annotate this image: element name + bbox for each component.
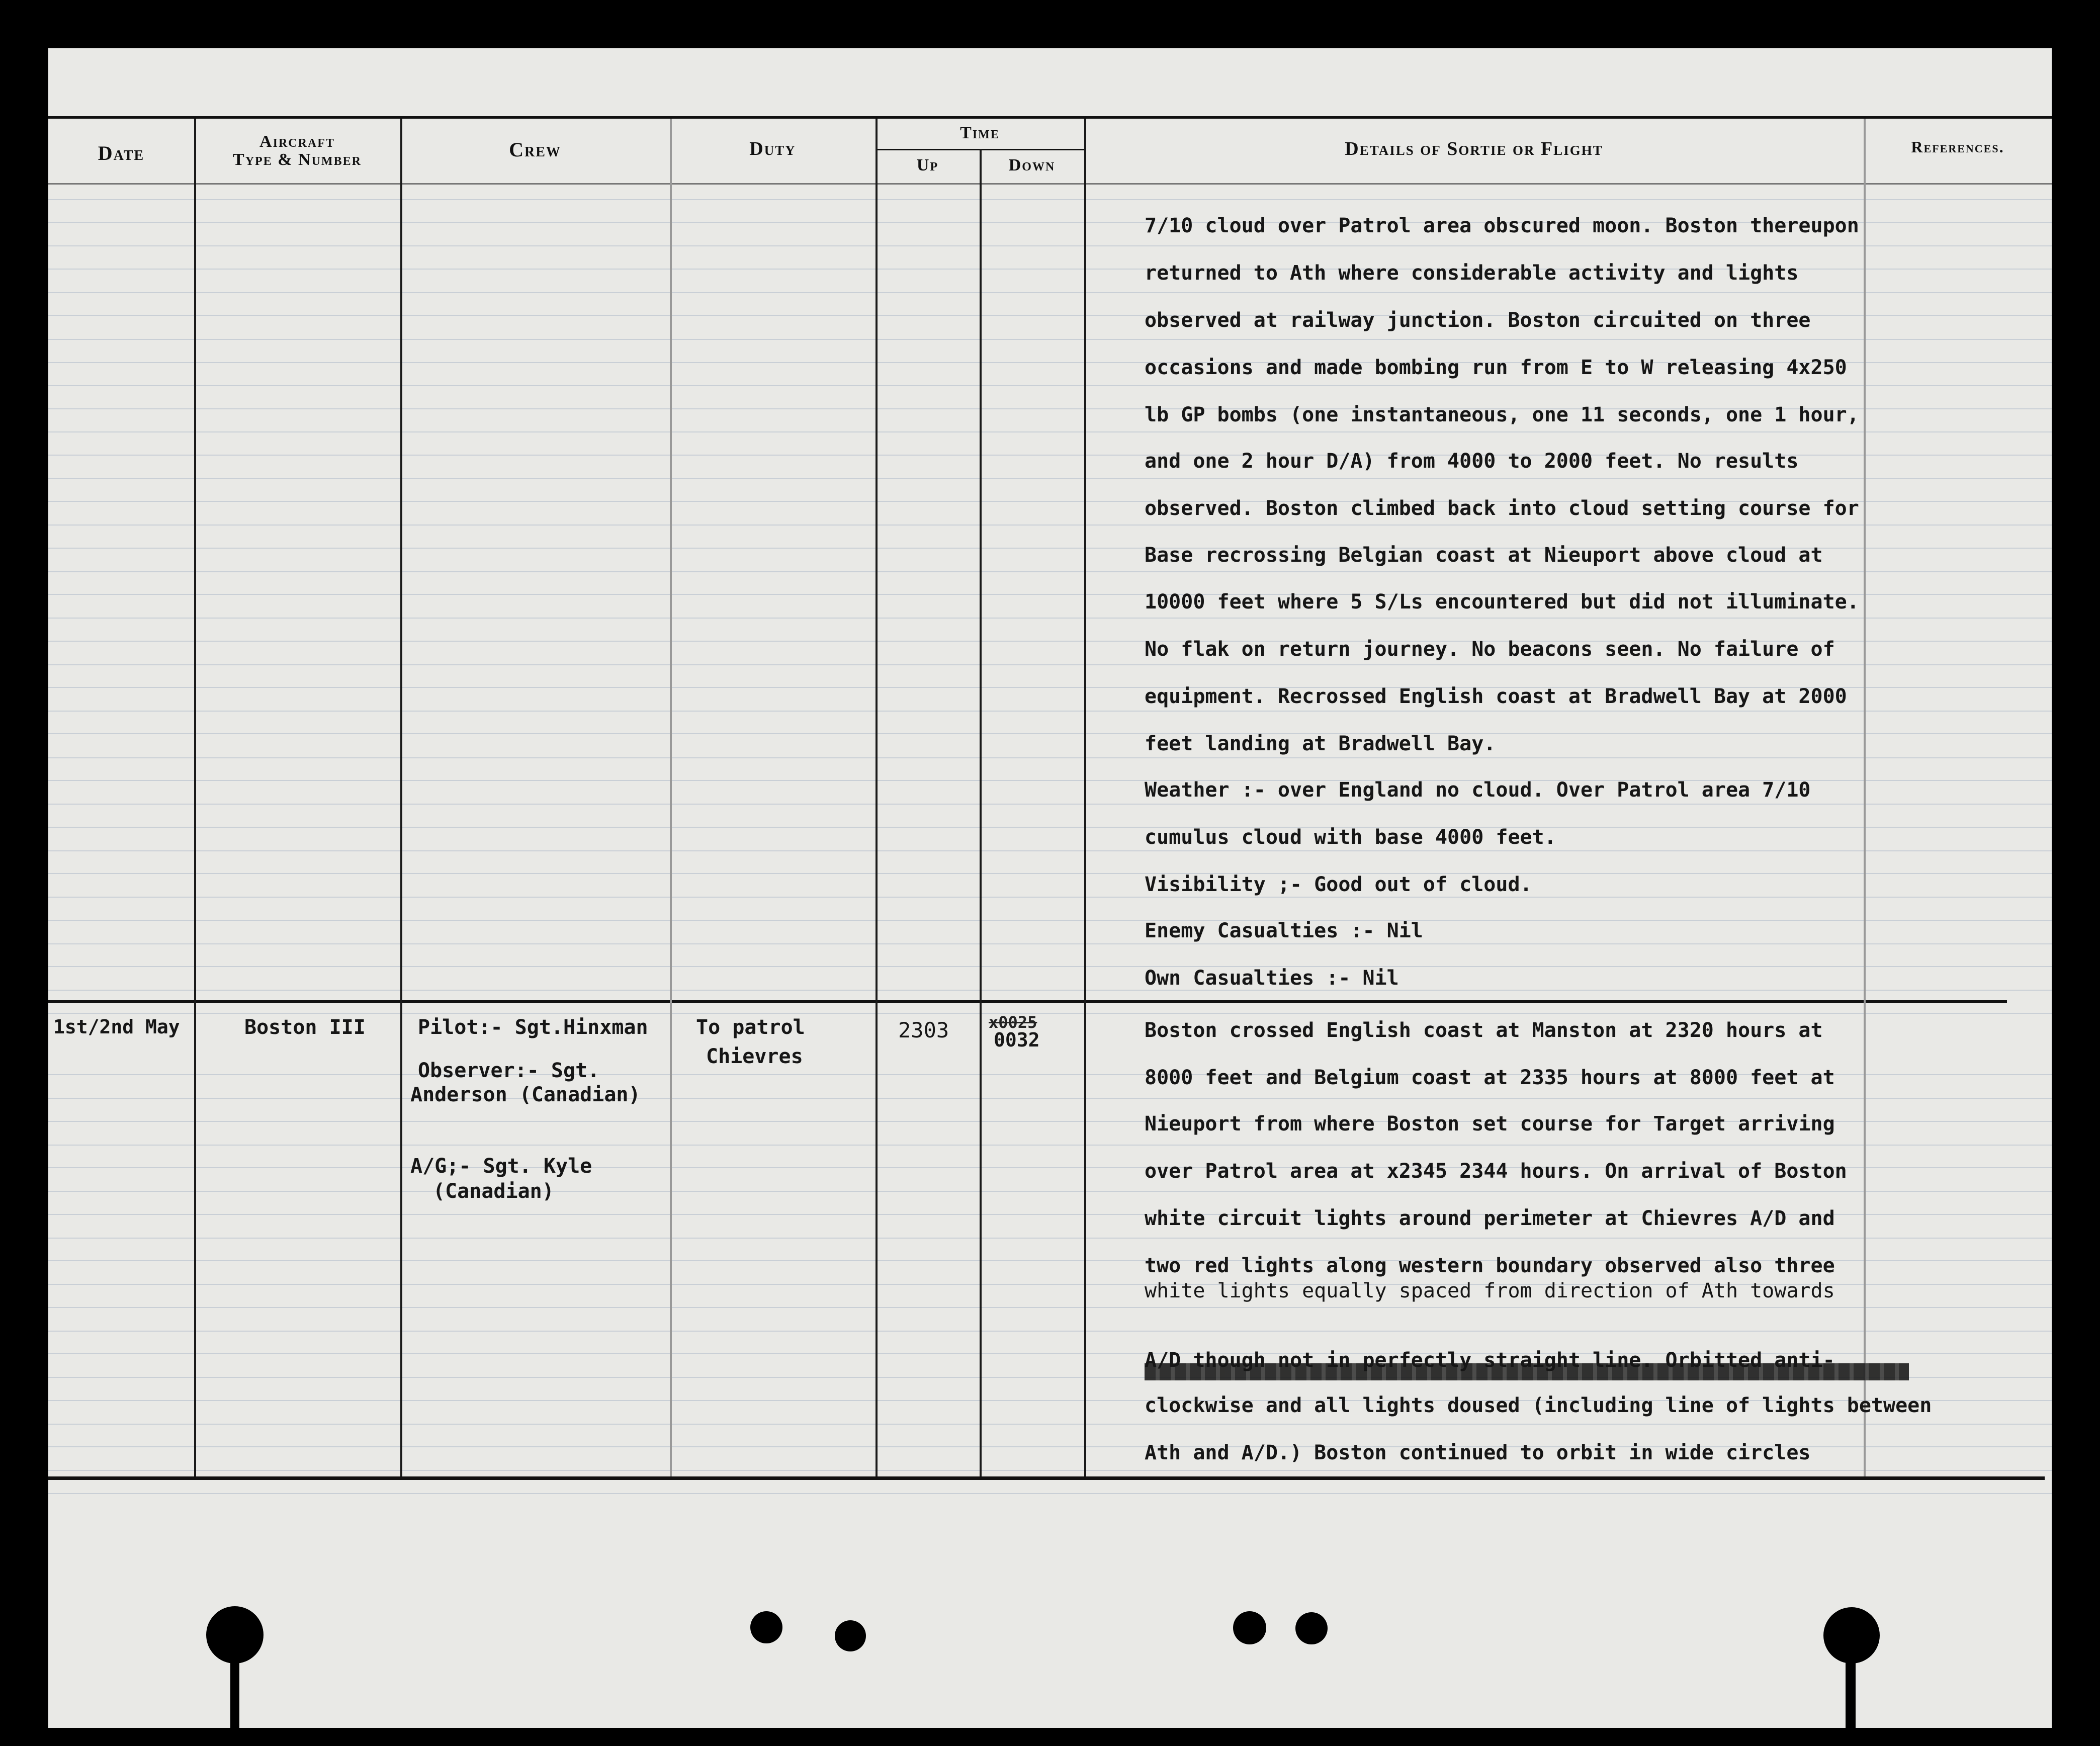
header-details: Details of Sortie or Flight bbox=[1345, 138, 1603, 159]
header-bottom-rule bbox=[48, 183, 2052, 185]
entry-divider-rule bbox=[48, 1000, 2007, 1003]
entry-date: 1st/2nd May bbox=[53, 1016, 180, 1038]
binder-hole bbox=[1233, 1611, 1266, 1644]
crew-pilot: Pilot:- Sgt.Hinxman bbox=[418, 1016, 648, 1039]
continuation-line: equipment. Recrossed English coast at Bradwell Bay at 2000 bbox=[1145, 685, 1847, 708]
col-rule-down bbox=[1084, 119, 1086, 1476]
table-bottom-rule bbox=[48, 1476, 2045, 1480]
col-rule-crew bbox=[670, 119, 672, 1476]
entry-aircraft: Boston III bbox=[244, 1016, 366, 1039]
continuation-line: No flak on return journey. No beacons seen. No failure of bbox=[1145, 638, 1835, 661]
continuation-line: Own Casualties :- Nil bbox=[1145, 967, 1399, 990]
header-duty: Duty bbox=[749, 138, 796, 159]
continuation-line: 10000 feet where 5 S/Ls encountered but did not illuminate. bbox=[1145, 590, 1859, 614]
header-crew: Crew bbox=[509, 138, 561, 161]
entry-detail-line: clockwise and all lights doused (including line of lights between bbox=[1145, 1394, 1932, 1417]
entry-detail-line: Nieuport from where Boston set course for Target arriving bbox=[1145, 1112, 1835, 1136]
header-time: Time bbox=[960, 124, 1000, 142]
entry-detail-line: A/D though not in perfectly straight line. Orbitted anti- bbox=[1145, 1349, 1835, 1372]
continuation-line: occasions and made bombing run from E to W releasing 4x250 bbox=[1145, 356, 1847, 379]
continuation-line: feet landing at Bradwell Bay. bbox=[1145, 732, 1496, 755]
entry-detail-line: white circuit lights around perimeter at Chievres A/D and bbox=[1145, 1207, 1835, 1230]
binder-hole-left-slot bbox=[230, 1657, 239, 1728]
col-rule-aircraft bbox=[400, 119, 402, 1476]
continuation-line: Visibility ;- Good out of cloud. bbox=[1145, 873, 1532, 896]
col-rule-date bbox=[194, 119, 196, 1476]
binder-hole-right-slot bbox=[1846, 1657, 1856, 1728]
col-rule-details bbox=[1864, 119, 1866, 1476]
continuation-line: Enemy Casualties :- Nil bbox=[1145, 919, 1423, 942]
crew-observer-line2: Anderson (Canadian) bbox=[410, 1083, 641, 1106]
continuation-line: Weather :- over England no cloud. Over Patrol area 7/10 bbox=[1145, 778, 1811, 802]
entry-time-down-struck: x0025 bbox=[989, 1013, 1037, 1032]
header-aircraft: Aircraft Type & Number bbox=[233, 132, 362, 169]
binder-hole bbox=[835, 1620, 866, 1651]
continuation-line: returned to Ath where considerable activity and lights bbox=[1145, 261, 1799, 285]
entry-detail-line: white lights equally spaced from direction of Ath towards bbox=[1145, 1279, 1835, 1302]
record-sheet bbox=[48, 48, 2052, 1728]
table-top-rule bbox=[48, 116, 2052, 119]
entry-detail-line: over Patrol area at x2345 2344 hours. On arrival of Boston bbox=[1145, 1160, 1847, 1183]
continuation-line: lb GP bombs (one instantaneous, one 11 seconds, one 1 hour, bbox=[1145, 403, 1859, 426]
header-up: Up bbox=[916, 156, 939, 174]
entry-detail-line: Ath and A/D.) Boston continued to orbit in wide circles bbox=[1145, 1441, 1811, 1464]
continuation-line: 7/10 cloud over Patrol area obscured moon. Boston thereupon bbox=[1145, 214, 1859, 237]
header-references: References. bbox=[1911, 138, 2004, 156]
entry-detail-line: two red lights along western boundary observed also three bbox=[1145, 1254, 1835, 1277]
header-date: Date bbox=[98, 142, 145, 164]
col-rule-up bbox=[980, 149, 982, 1476]
continuation-line: observed. Boston climbed back into cloud setting course for bbox=[1145, 497, 1859, 520]
binder-hole-right bbox=[1823, 1607, 1880, 1664]
continuation-line: observed at railway junction. Boston circuited on three bbox=[1145, 309, 1811, 332]
binder-hole bbox=[750, 1611, 782, 1643]
col-rule-duty bbox=[876, 119, 878, 1476]
continuation-line: cumulus cloud with base 4000 feet. bbox=[1145, 826, 1556, 849]
entry-detail-line: 8000 feet and Belgium coast at 2335 hours at 8000 feet at bbox=[1145, 1066, 1835, 1089]
crew-observer-line1: Observer:- Sgt. bbox=[418, 1059, 600, 1082]
continuation-line: Base recrossing Belgian coast at Nieuport above cloud at bbox=[1145, 544, 1823, 567]
continuation-line: and one 2 hour D/A) from 4000 to 2000 feet. No results bbox=[1145, 450, 1799, 473]
entry-duty-line2: Chievres bbox=[706, 1045, 803, 1068]
header-down: Down bbox=[1008, 156, 1056, 174]
entry-time-down: 0032 bbox=[994, 1029, 1040, 1051]
crew-gunner-line1: A/G;- Sgt. Kyle bbox=[410, 1155, 592, 1178]
binder-hole bbox=[1295, 1612, 1328, 1644]
entry-time-up: 2303 bbox=[898, 1018, 949, 1042]
crew-gunner-line2: (Canadian) bbox=[433, 1180, 554, 1203]
entry-detail-line: Boston crossed English coast at Manston at 2320 hours at bbox=[1145, 1019, 1823, 1042]
entry-duty-line1: To patrol bbox=[696, 1016, 805, 1039]
binder-hole-left bbox=[206, 1606, 264, 1664]
